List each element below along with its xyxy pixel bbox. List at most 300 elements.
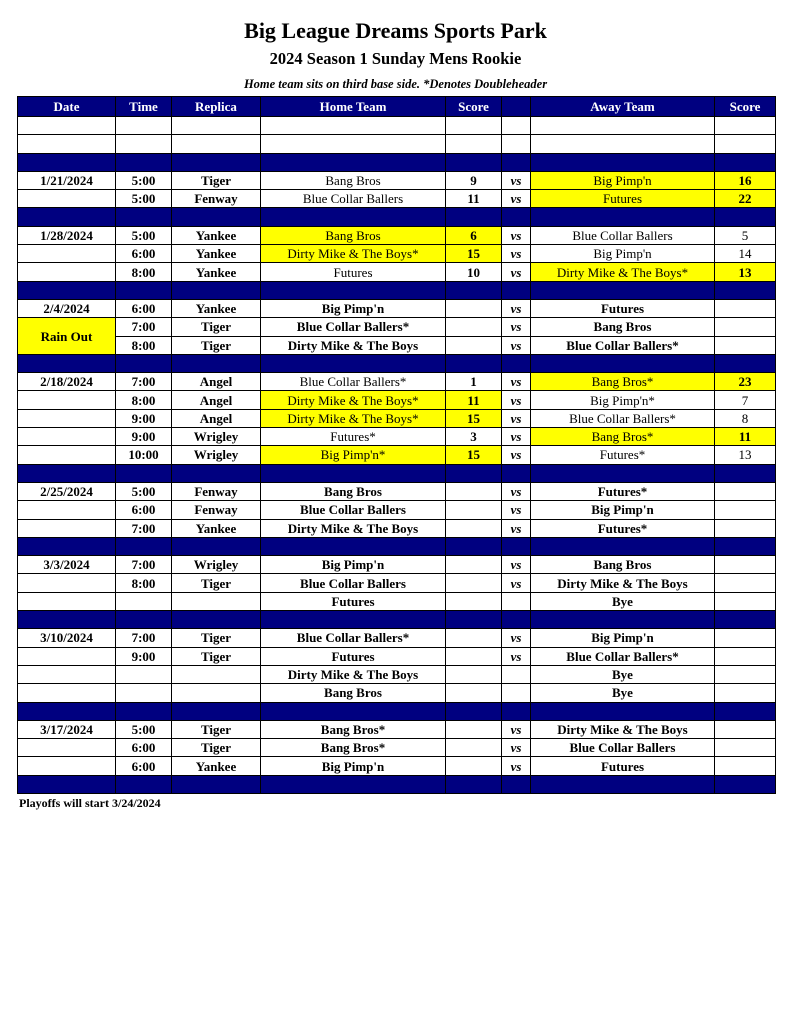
home-score-cell: 6 (446, 226, 502, 244)
date-cell (18, 391, 116, 409)
away-score-cell (715, 336, 776, 354)
blank-cell (261, 117, 446, 135)
separator-row (18, 153, 776, 171)
away-team-cell: Futures* (531, 446, 715, 464)
header-away-team: Away Team (531, 97, 715, 117)
separator-cell (502, 153, 531, 171)
blank-cell (172, 117, 261, 135)
away-score-cell: 23 (715, 373, 776, 391)
replica-cell: Yankee (172, 519, 261, 537)
separator-cell (531, 775, 715, 793)
separator-cell (172, 464, 261, 482)
time-cell: 7:00 (116, 556, 172, 574)
away-score-cell (715, 556, 776, 574)
away-team-cell: Dirty Mike & The Boys (531, 720, 715, 738)
separator-cell (116, 702, 172, 720)
blank-cell (715, 117, 776, 135)
separator-cell (116, 537, 172, 555)
away-score-cell: 5 (715, 226, 776, 244)
game-row (18, 720, 776, 738)
header-home-team: Home Team (261, 97, 446, 117)
home-score-cell (446, 318, 502, 336)
game-row (18, 647, 776, 665)
time-cell: 10:00 (116, 446, 172, 464)
vs-cell: vs (502, 299, 531, 317)
header-replica: Replica (172, 97, 261, 117)
away-score-cell: 13 (715, 446, 776, 464)
schedule-table (17, 96, 776, 794)
game-row (18, 519, 776, 537)
home-team-cell: Blue Collar Ballers* (261, 318, 446, 336)
away-team-cell: Futures (531, 190, 715, 208)
away-team-cell: Big Pimp'n (531, 245, 715, 263)
separator-cell (531, 464, 715, 482)
game-row (18, 482, 776, 500)
time-cell: 8:00 (116, 336, 172, 354)
home-team-cell: Futures (261, 647, 446, 665)
home-team-cell: Futures* (261, 428, 446, 446)
separator-cell (531, 702, 715, 720)
time-cell: 8:00 (116, 263, 172, 281)
home-score-cell (446, 629, 502, 647)
footer-note: Playoffs will start 3/24/2024 (19, 796, 161, 810)
separator-cell (446, 281, 502, 299)
game-row (18, 171, 776, 189)
time-cell: 6:00 (116, 739, 172, 757)
replica-cell: Angel (172, 391, 261, 409)
date-cell (18, 684, 116, 702)
game-row (18, 226, 776, 244)
home-team-cell: Blue Collar Ballers* (261, 373, 446, 391)
game-row (18, 574, 776, 592)
away-score-cell (715, 757, 776, 775)
rain-out-badge: Rain Out (18, 318, 116, 355)
away-team-cell: Bye (531, 592, 715, 610)
game-row (18, 556, 776, 574)
date-cell (18, 263, 116, 281)
replica-cell (172, 665, 261, 683)
time-cell: 5:00 (116, 482, 172, 500)
game-row (18, 629, 776, 647)
date-cell (18, 409, 116, 427)
date-cell (18, 245, 116, 263)
separator-cell (18, 702, 116, 720)
vs-cell: vs (502, 171, 531, 189)
vs-cell: vs (502, 739, 531, 757)
replica-cell: Tiger (172, 720, 261, 738)
vs-cell: vs (502, 336, 531, 354)
separator-cell (715, 611, 776, 629)
home-team-cell: Bang Bros (261, 226, 446, 244)
vs-cell: vs (502, 391, 531, 409)
home-team-cell: Bang Bros (261, 684, 446, 702)
separator-cell (531, 611, 715, 629)
time-cell: 6:00 (116, 757, 172, 775)
away-score-cell: 14 (715, 245, 776, 263)
blank-cell (715, 135, 776, 153)
date-cell (18, 519, 116, 537)
home-team-cell: Big Pimp'n (261, 299, 446, 317)
home-team-cell: Bang Bros (261, 171, 446, 189)
replica-cell: Fenway (172, 501, 261, 519)
blank-cell (261, 135, 446, 153)
home-score-cell (446, 684, 502, 702)
away-score-cell (715, 574, 776, 592)
separator-cell (18, 611, 116, 629)
game-row (18, 190, 776, 208)
away-score-cell: 16 (715, 171, 776, 189)
replica-cell: Tiger (172, 318, 261, 336)
time-cell: 8:00 (116, 574, 172, 592)
date-cell (18, 428, 116, 446)
replica-cell: Yankee (172, 245, 261, 263)
date-cell (18, 592, 116, 610)
vs-cell (502, 592, 531, 610)
game-row (18, 245, 776, 263)
separator-row (18, 702, 776, 720)
home-team-cell: Big Pimp'n (261, 757, 446, 775)
header-away-score: Score (715, 97, 776, 117)
separator-row (18, 281, 776, 299)
away-team-cell: Blue Collar Ballers* (531, 409, 715, 427)
bye-row (18, 592, 776, 610)
bye-row (18, 665, 776, 683)
separator-cell (446, 464, 502, 482)
game-row (18, 336, 776, 354)
header-home-score: Score (446, 97, 502, 117)
time-cell: 7:00 (116, 629, 172, 647)
replica-cell: Yankee (172, 757, 261, 775)
home-team-cell: Blue Collar Ballers (261, 501, 446, 519)
home-team-cell: Dirty Mike & The Boys (261, 519, 446, 537)
separator-cell (261, 611, 446, 629)
separator-row (18, 775, 776, 793)
date-cell (18, 501, 116, 519)
vs-cell: vs (502, 556, 531, 574)
replica-cell: Tiger (172, 574, 261, 592)
vs-cell (502, 665, 531, 683)
home-team-cell: Dirty Mike & The Boys (261, 665, 446, 683)
blank-cell (18, 135, 116, 153)
away-score-cell (715, 647, 776, 665)
game-row (18, 501, 776, 519)
vs-cell: vs (502, 446, 531, 464)
home-team-cell: Bang Bros* (261, 720, 446, 738)
home-team-cell: Big Pimp'n (261, 556, 446, 574)
away-score-cell: 13 (715, 263, 776, 281)
separator-cell (116, 153, 172, 171)
vs-cell (502, 684, 531, 702)
separator-cell (502, 775, 531, 793)
vs-cell: vs (502, 318, 531, 336)
separator-cell (18, 537, 116, 555)
time-cell: 9:00 (116, 409, 172, 427)
away-team-cell: Futures (531, 299, 715, 317)
separator-cell (116, 775, 172, 793)
blank-cell (446, 135, 502, 153)
date-cell (18, 647, 116, 665)
game-row (18, 318, 776, 336)
time-cell: 9:00 (116, 647, 172, 665)
separator-cell (715, 208, 776, 226)
away-team-cell: Big Pimp'n (531, 171, 715, 189)
vs-cell: vs (502, 190, 531, 208)
separator-cell (172, 281, 261, 299)
game-row (18, 428, 776, 446)
vs-cell: vs (502, 245, 531, 263)
separator-cell (446, 775, 502, 793)
separator-cell (715, 354, 776, 372)
away-score-cell (715, 629, 776, 647)
away-team-cell: Big Pimp'n (531, 501, 715, 519)
separator-cell (261, 464, 446, 482)
time-cell: 6:00 (116, 299, 172, 317)
separator-row (18, 537, 776, 555)
separator-cell (261, 775, 446, 793)
home-team-cell: Futures (261, 263, 446, 281)
separator-cell (172, 537, 261, 555)
vs-cell: vs (502, 482, 531, 500)
separator-cell (116, 281, 172, 299)
date-cell: 1/21/2024 (18, 171, 116, 189)
time-cell: 9:00 (116, 428, 172, 446)
away-team-cell: Futures (531, 757, 715, 775)
away-score-cell (715, 299, 776, 317)
separator-cell (116, 464, 172, 482)
separator-row (18, 464, 776, 482)
separator-cell (502, 611, 531, 629)
away-team-cell: Dirty Mike & The Boys* (531, 263, 715, 281)
home-score-cell: 10 (446, 263, 502, 281)
date-cell (18, 739, 116, 757)
away-score-cell: 7 (715, 391, 776, 409)
home-team-cell: Big Pimp'n* (261, 446, 446, 464)
time-cell: 5:00 (116, 190, 172, 208)
blank-cell (502, 135, 531, 153)
separator-cell (18, 354, 116, 372)
separator-cell (502, 208, 531, 226)
blank-cell (18, 117, 116, 135)
away-team-cell: Bang Bros* (531, 428, 715, 446)
blank-cell (531, 117, 715, 135)
date-cell (18, 574, 116, 592)
home-team-cell: Futures (261, 592, 446, 610)
date-cell: 2/4/2024 (18, 299, 116, 317)
game-row (18, 299, 776, 317)
separator-cell (446, 153, 502, 171)
separator-cell (446, 611, 502, 629)
time-cell (116, 592, 172, 610)
blank-cell (502, 117, 531, 135)
separator-cell (502, 702, 531, 720)
schedule-note: Home team sits on third base side. *Denotes Doubleheader (243, 77, 548, 91)
blank-cell (531, 135, 715, 153)
replica-cell: Fenway (172, 482, 261, 500)
separator-cell (715, 537, 776, 555)
replica-cell (172, 592, 261, 610)
separator-row (18, 354, 776, 372)
home-score-cell (446, 574, 502, 592)
separator-cell (446, 208, 502, 226)
time-cell: 5:00 (116, 171, 172, 189)
date-cell: 3/10/2024 (18, 629, 116, 647)
replica-cell: Wrigley (172, 446, 261, 464)
replica-cell: Tiger (172, 629, 261, 647)
separator-cell (531, 208, 715, 226)
separator-cell (446, 702, 502, 720)
vs-cell: vs (502, 428, 531, 446)
separator-cell (18, 281, 116, 299)
header-date: Date (18, 97, 116, 117)
away-score-cell (715, 684, 776, 702)
separator-cell (18, 775, 116, 793)
separator-cell (172, 611, 261, 629)
away-team-cell: Blue Collar Ballers* (531, 647, 715, 665)
separator-cell (18, 153, 116, 171)
home-score-cell (446, 720, 502, 738)
game-row (18, 373, 776, 391)
replica-cell: Wrigley (172, 556, 261, 574)
game-row (18, 409, 776, 427)
separator-cell (531, 537, 715, 555)
vs-cell: vs (502, 263, 531, 281)
away-score-cell (715, 482, 776, 500)
bye-row (18, 684, 776, 702)
separator-cell (502, 354, 531, 372)
away-team-cell: Bang Bros (531, 556, 715, 574)
away-team-cell: Futures* (531, 482, 715, 500)
date-cell (18, 757, 116, 775)
replica-cell: Fenway (172, 190, 261, 208)
separator-row (18, 208, 776, 226)
home-score-cell (446, 336, 502, 354)
time-cell: 6:00 (116, 501, 172, 519)
game-row (18, 446, 776, 464)
separator-cell (116, 208, 172, 226)
away-team-cell: Blue Collar Ballers* (531, 336, 715, 354)
home-score-cell (446, 299, 502, 317)
away-score-cell (715, 592, 776, 610)
page-title: Big League Dreams Sports Park (244, 18, 547, 43)
replica-cell: Tiger (172, 336, 261, 354)
away-team-cell: Blue Collar Ballers (531, 226, 715, 244)
time-cell: 8:00 (116, 391, 172, 409)
vs-cell: vs (502, 720, 531, 738)
page-subtitle: 2024 Season 1 Sunday Mens Rookie (269, 49, 522, 68)
vs-cell: vs (502, 373, 531, 391)
home-score-cell: 9 (446, 171, 502, 189)
vs-cell: vs (502, 757, 531, 775)
blank-row (18, 135, 776, 153)
vs-cell: vs (502, 574, 531, 592)
separator-cell (18, 464, 116, 482)
home-score-cell (446, 592, 502, 610)
vs-cell: vs (502, 629, 531, 647)
home-team-cell: Blue Collar Ballers (261, 190, 446, 208)
home-score-cell (446, 482, 502, 500)
home-team-cell: Bang Bros (261, 482, 446, 500)
time-cell: 6:00 (116, 245, 172, 263)
vs-cell: vs (502, 409, 531, 427)
separator-cell (502, 464, 531, 482)
separator-cell (261, 281, 446, 299)
separator-cell (172, 153, 261, 171)
home-score-cell: 1 (446, 373, 502, 391)
away-team-cell: Bang Bros (531, 318, 715, 336)
home-score-cell: 3 (446, 428, 502, 446)
time-cell: 5:00 (116, 226, 172, 244)
home-score-cell (446, 556, 502, 574)
replica-cell: Angel (172, 373, 261, 391)
game-row (18, 391, 776, 409)
replica-cell: Angel (172, 409, 261, 427)
home-team-cell: Dirty Mike & The Boys* (261, 409, 446, 427)
header-row (18, 97, 776, 117)
separator-cell (502, 281, 531, 299)
game-row (18, 757, 776, 775)
game-row (18, 739, 776, 757)
replica-cell: Tiger (172, 647, 261, 665)
separator-cell (715, 702, 776, 720)
away-score-cell: 22 (715, 190, 776, 208)
replica-cell: Tiger (172, 171, 261, 189)
home-team-cell: Dirty Mike & The Boys* (261, 391, 446, 409)
separator-cell (172, 702, 261, 720)
separator-cell (446, 354, 502, 372)
separator-cell (172, 208, 261, 226)
home-team-cell: Dirty Mike & The Boys (261, 336, 446, 354)
schedule-body (18, 117, 776, 794)
home-team-cell: Bang Bros* (261, 739, 446, 757)
blank-cell (172, 135, 261, 153)
away-score-cell (715, 318, 776, 336)
separator-cell (715, 281, 776, 299)
time-cell: 7:00 (116, 373, 172, 391)
away-team-cell: Bang Bros* (531, 373, 715, 391)
blank-cell (116, 135, 172, 153)
home-score-cell: 15 (446, 245, 502, 263)
home-team-cell: Blue Collar Ballers (261, 574, 446, 592)
date-cell: 3/3/2024 (18, 556, 116, 574)
separator-cell (715, 775, 776, 793)
away-score-cell (715, 739, 776, 757)
home-score-cell (446, 519, 502, 537)
separator-cell (261, 702, 446, 720)
time-cell: 7:00 (116, 318, 172, 336)
vs-cell: vs (502, 226, 531, 244)
away-team-cell: Bye (531, 665, 715, 683)
home-score-cell: 15 (446, 446, 502, 464)
vs-cell: vs (502, 519, 531, 537)
date-cell (18, 665, 116, 683)
time-cell (116, 684, 172, 702)
blank-row (18, 117, 776, 135)
away-team-cell: Dirty Mike & The Boys (531, 574, 715, 592)
home-score-cell (446, 739, 502, 757)
replica-cell: Tiger (172, 739, 261, 757)
separator-cell (116, 611, 172, 629)
date-cell: 3/17/2024 (18, 720, 116, 738)
separator-cell (18, 208, 116, 226)
away-team-cell: Big Pimp'n (531, 629, 715, 647)
home-score-cell: 15 (446, 409, 502, 427)
separator-cell (502, 537, 531, 555)
home-score-cell (446, 647, 502, 665)
time-cell: 5:00 (116, 720, 172, 738)
date-cell (18, 190, 116, 208)
home-score-cell (446, 665, 502, 683)
away-score-cell (715, 519, 776, 537)
